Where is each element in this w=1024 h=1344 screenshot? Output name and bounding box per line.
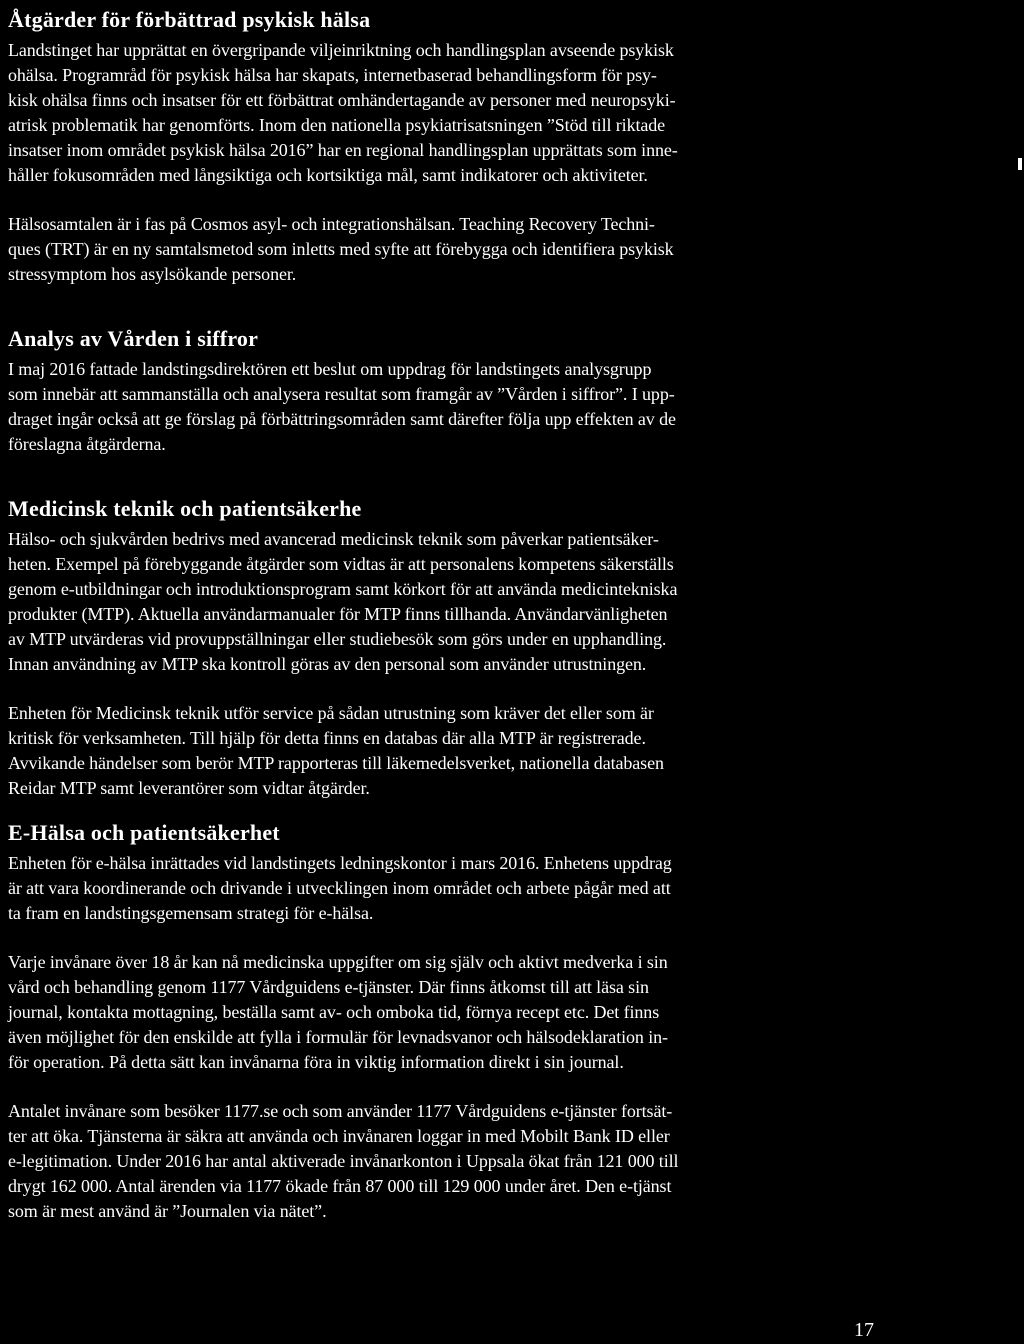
section-heading-varden-i-siffror: Analys av Vården i siffror <box>8 326 259 351</box>
text-line: för operation. På detta sätt kan invånarna föra in viktig information direkt i sin journal. <box>8 1052 624 1072</box>
text-line: heten. Exempel på förebyggande åtgärder som vidtas är att personalens kompetens säkerställs <box>8 554 674 574</box>
text-line: journal, kontakta mottagning, beställa samt av- och omboka tid, förnya recept etc. Det finns <box>8 1002 660 1022</box>
text-line: insatser inom området psykisk hälsa 2016” har en regional handlingsplan upprättats som inne- <box>8 140 678 160</box>
text-line: stressymptom hos asylsökande personer. <box>8 264 297 284</box>
text-line: I maj 2016 fattade landstingsdirektören ett beslut om uppdrag för landstingets analysgrupp <box>8 359 652 379</box>
paragraph <box>8 950 888 1075</box>
section-heading-psykisk-halsa: Åtgärder för förbättrad psykisk hälsa <box>8 7 371 32</box>
paragraph <box>8 851 888 926</box>
paragraph <box>8 357 888 457</box>
text-line: atrisk problematik har genomförts. Inom den nationella psykiatrisatsningen ”Stöd till riktade <box>8 115 666 135</box>
paragraph <box>8 701 888 801</box>
text-line: Avvikande händelser som berör MTP rapporteras till läkemedelsverket, nationella databasen <box>8 753 664 773</box>
paragraph <box>8 38 888 188</box>
text-line: Hälsosamtalen är i fas på Cosmos asyl- och integrationshälsan. Teaching Recovery Techni- <box>8 214 655 234</box>
text-line: Landstinget har upprättat en övergripande viljeinriktning och handlingsplan avseende psykisk <box>8 40 674 60</box>
scan-edge-mark <box>1018 158 1022 170</box>
text-line: även möjlighet för den enskilde att fylla i formulär för levnadsvanor och hälsodeklaration in- <box>8 1027 668 1047</box>
text-line: Enheten för e-hälsa inrättades vid landstingets ledningskontor i mars 2016. Enhetens uppdrag <box>8 853 672 873</box>
text-line: som innebär att sammanställa och analysera resultat som framgår av ”Vården i siffror”. I upp- <box>8 384 675 404</box>
text-line: vård och behandling genom 1177 Vårdguidens e-tjänster. Där finns åtkomst till att läsa sin <box>8 977 649 997</box>
text-line: Varje invånare över 18 år kan nå medicinska uppgifter om sig själv och aktivt medverka i sin <box>8 952 668 972</box>
text-line: Hälso- och sjukvården bedrivs med avancerad medicinsk teknik som påverkar patientsäker- <box>8 529 659 549</box>
text-line: draget ingår också att ge förslag på förbättringsområden samt därefter följa upp effekten av de <box>8 409 676 429</box>
text-line: är att vara koordinerande och drivande i utvecklingen inom området och arbete pågår med att <box>8 878 671 898</box>
text-line: ohälsa. Programråd för psykisk hälsa har skapats, internetbaserad behandlingsform för psy- <box>8 65 657 85</box>
text-line: Antalet invånare som besöker 1177.se och som använder 1177 Vårdguidens e-tjänster fortsät- <box>8 1101 673 1121</box>
text-line: Innan användning av MTP ska kontroll göras av den personal som använder utrustningen. <box>8 654 647 674</box>
text-line: kritisk för verksamheten. Till hjälp för detta finns en databas där alla MTP är registrerade. <box>8 728 646 748</box>
text-line: ques (TRT) är en ny samtalsmetod som inletts med syfte att förebygga och identifiera psykisk <box>8 239 674 259</box>
paragraph <box>8 212 888 287</box>
document-page <box>8 0 888 1224</box>
text-line: produkter (MTP). Aktuella användarmanualer för MTP finns tillhanda. Användarvänligheten <box>8 604 668 624</box>
text-line: genom e-utbildningar och introduktionsprogram samt körkort för att använda medicintekniska <box>8 579 678 599</box>
section-heading-medicinsk-teknik: Medicinsk teknik och patientsäkerhe <box>8 496 362 521</box>
text-line: håller fokusområden med långsiktiga och kortsiktiga mål, samt indikatorer och aktiviteter. <box>8 165 648 185</box>
page-number: 17 <box>854 1319 874 1341</box>
text-line: Reidar MTP samt leverantörer som vidtar åtgärder. <box>8 778 370 798</box>
paragraph <box>8 527 888 677</box>
text-line: ta fram en landstingsgemensam strategi för e-hälsa. <box>8 903 374 923</box>
paragraph <box>8 1099 888 1224</box>
text-line: drygt 162 000. Antal ärenden via 1177 ökade från 87 000 till 129 000 under året. Den e-tjänst <box>8 1176 672 1196</box>
text-line: e-legitimation. Under 2016 har antal aktiverade invånarkonton i Uppsala ökat från 121 000 till <box>8 1151 679 1171</box>
text-line: av MTP utvärderas vid provuppställningar eller studiebesök som görs under en upphandling. <box>8 629 667 649</box>
text-line: föreslagna åtgärderna. <box>8 434 166 454</box>
section-heading-e-halsa: E-Hälsa och patientsäkerhet <box>8 820 280 845</box>
text-line: kisk ohälsa finns och insatser för ett förbättrat omhändertagande av personer med neuropsyki- <box>8 90 676 110</box>
text-line: ter att öka. Tjänsterna är säkra att använda och invånaren loggar in med Mobilt Bank ID eller <box>8 1126 670 1146</box>
text-line: som är mest använd är ”Journalen via nätet”. <box>8 1201 327 1221</box>
text-line: Enheten för Medicinsk teknik utför service på sådan utrustning som kräver det eller som är <box>8 703 654 723</box>
